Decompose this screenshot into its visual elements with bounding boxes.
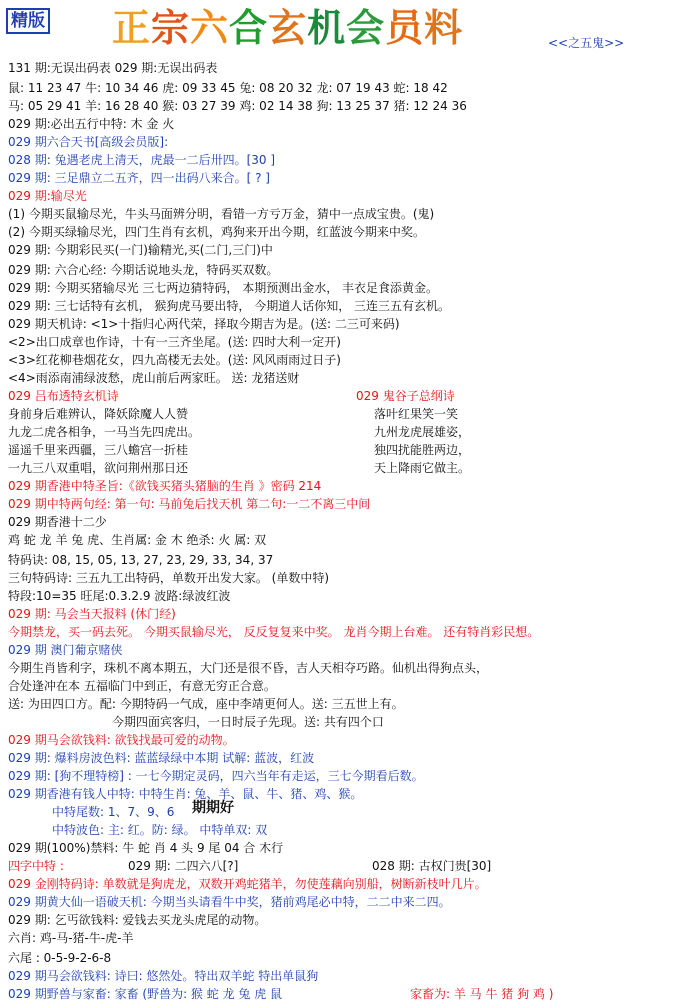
page-subtitle: <<之五鬼>>	[548, 36, 625, 50]
text-line: <3>红花柳巷烟花女，四九高楼无去处。(送: 风风雨雨过日子)	[8, 353, 341, 367]
text-line: 029 期天机诗: <1>十指归心两代荣，择取今期吉为是。(送: 二三可来码)	[8, 317, 400, 331]
text-line: (2) 今期买绿输尽光，四门生肖有玄机，鸡狗来开出今期，红蓝波今期来中奖。	[8, 225, 425, 239]
text-line: 四字中特 :	[8, 859, 64, 873]
title-char: 员	[385, 5, 425, 50]
text-line: 期期好	[192, 800, 234, 816]
title-char: 正	[112, 5, 152, 50]
text-line: 029 期: 今期买猪输尽光 三七两边猜特码， 本期预测出金水， 丰衣足食添黄金。	[8, 281, 439, 295]
text-line: 029 期: 二四六八[?]	[128, 859, 239, 873]
text-line: 029 期: 六合心经: 今期话说地头龙，特码买双数。	[8, 263, 279, 277]
text-line: 鸡 蛇 龙 羊 兔 虎、生肖属: 金 木 绝杀: 火 属: 双	[8, 533, 267, 547]
text-line: 029 期: 乞丐欲钱料: 爱钱去买龙头虎尾的动物。	[8, 913, 267, 927]
text-line: 九州龙虎展雄姿，	[374, 425, 471, 439]
text-line: 029 鬼谷子总纲诗	[356, 389, 455, 403]
text-line: 029 期: [狗不理特榜] : 一七今期定灵码，四六当年有走运，三七今期看后数。	[8, 769, 424, 783]
text-line: 028 期: 古权门贵[30]	[372, 859, 492, 873]
title-char: 宗	[151, 5, 191, 50]
text-line: (1) 今期买鼠输尽光，牛头马面辨分明，看错一方亏万金，猜中一点成宝贵。(鬼)	[8, 207, 435, 221]
text-line: 鼠: 11 23 47 牛: 10 34 46 虎: 09 33 45 兔: 08 20 32 龙: 07 19 43 蛇: 18 42	[8, 81, 448, 95]
text-line: 028 期: 兔遇老虎上清天，虎最一二后卅四。[30 ]	[8, 153, 276, 167]
text-line: 029 期 澳门葡京赌侠	[8, 643, 123, 657]
text-line: 身前身后难辨认，降妖除魔人人赞	[8, 407, 189, 421]
text-line: 029 期: 马会当天报料 (休门经)	[8, 607, 176, 621]
title-char: 六	[190, 5, 230, 50]
text-line: 029 金刚特码诗: 单数就是狗虎龙，双数开鸡蛇猪羊，勿使莲藕向别船，树断新枝叶几片。	[8, 877, 487, 891]
text-line: 029 期香港中特圣旨:《欲钱买猪头猪脑的生肖 》密码 214	[8, 479, 322, 493]
text-line: 九龙二虎各相争，一马当先四虎出。	[8, 425, 201, 439]
text-line: 029 期野兽与家畜: 家畜 (野兽为: 猴 蛇 龙 兔 虎 鼠	[8, 987, 283, 1001]
text-line: <4>雨添南浦绿波愁，虎山前后两家旺。 送: 龙猪送财	[8, 371, 300, 385]
text-line: 今期生肖皆利字，珠机不离本期五，大门还是很不昏，吉人天相夺巧路。仙机出得狗点头，	[8, 661, 489, 675]
text-line: 029 期中特两句经: 第一句: 马前兔后找天机 第二句:一二不离三中间	[8, 497, 371, 511]
text-line: 合处逢冲在本 五福临门中到正，有意无穷正合意。	[8, 679, 276, 693]
text-line: 独四扰能胜两边，	[374, 443, 471, 457]
text-line: 中特波色: 主: 红。防: 绿。 中特单双: 双	[52, 823, 268, 837]
title-char: 料	[424, 5, 464, 50]
text-line: 029 期:必出五行中特: 木 金 火	[8, 117, 175, 131]
text-line: 029 期: 三七话特有玄机， 猴狗虎马要出特， 今期道人话你知， 三连三五有玄机。	[8, 299, 451, 313]
text-line: 029 期香港十二少	[8, 515, 107, 529]
title-char: 机	[307, 5, 347, 50]
title-char: 合	[229, 5, 269, 50]
text-line: 029 期:输尽光	[8, 189, 87, 203]
text-line: 送: 为田四口方。配: 今期特码一气成，座中李靖更何人。送: 三五世上有。	[8, 697, 404, 711]
text-line: 029 期香港有钱人中特: 中特生肖: 兔、羊、鼠、牛、猪、鸡、猴。	[8, 787, 363, 801]
text-line: 029 期六合天书[高级会员版]:	[8, 135, 169, 149]
text-line: 029 期马会欲钱料: 欲钱找最可爱的动物。	[8, 733, 235, 747]
text-line: 029 期: 今期彩民买(一门)输精光,买(二门,三门)中	[8, 243, 273, 257]
text-line: 家畜为: 羊 马 牛 猪 狗 鸡 )	[410, 987, 554, 1001]
text-line: 029 期: 三足鼎立二五齐，四一出码八来合。[ ? ]	[8, 171, 270, 185]
text-line: 马: 05 29 41 羊: 16 28 40 猴: 03 27 39 鸡: 02 14 38 狗: 13 25 37 猪: 12 24 36	[8, 99, 467, 113]
text-line: <2>出口成章也作诗，十有一三齐坐尾。(送: 四时大利一定开)	[8, 335, 341, 349]
text-line: 特段:10=35 旺尾:0.3.2.9 波路:绿波红波	[8, 589, 231, 603]
text-line: 六尾 : 0-5-9-2-6-8	[8, 951, 112, 965]
text-line: 029 吕布透特玄机诗	[8, 389, 119, 403]
text-line: 今期四面宾客归，一日时辰子先现。送: 共有四个口	[112, 715, 384, 729]
text-line: 三句特码诗: 三五九工出特码，单数开出发大家。 (单数中特)	[8, 571, 330, 585]
text-line: 特码诀: 08, 15, 05, 13, 27, 23, 29, 33, 34, 37	[8, 553, 274, 567]
page-title	[112, 4, 463, 52]
text-line: 029 期黄大仙一语破天机: 今期当头请看牛中奖，猪前鸡尾必中特，二二中来二四。	[8, 895, 451, 909]
title-char: 玄	[268, 5, 308, 50]
text-line: 今期禁龙，买一码去死。 今期买鼠输尽光， 反反复复来中奖。 龙肖今期上台难。 还有特肖彩民想。	[8, 625, 540, 639]
edition-badge: 精版	[6, 8, 50, 34]
text-line: 131 期:无误出码表 029 期:无误出码表	[8, 61, 218, 75]
text-line: 一九三八双重唱，欲问荆州那日还	[8, 461, 189, 475]
title-char: 会	[346, 5, 386, 50]
text-line: 六肖: 鸡-马-猪-牛-虎-羊	[8, 931, 134, 945]
text-line: 天上降雨它做主。	[374, 461, 471, 475]
text-line: 029 期(100%)禁料: 牛 蛇 肖 4 头 9 尾 04 合 木行	[8, 841, 284, 855]
text-line: 中特尾数: 1、7、9、6	[52, 805, 175, 819]
text-line: 029 期: 爆料房波色料: 蓝蓝绿绿中本期 试解: 蓝波，红波	[8, 751, 315, 765]
text-line: 遥遥千里来西疆，三八蟾宫一折桂	[8, 443, 189, 457]
text-line: 落叶红果笑一笑	[374, 407, 459, 421]
text-line: 029 期马会欲钱料: 诗曰: 悠然处。特出双羊蛇 特出单鼠狗	[8, 969, 319, 983]
